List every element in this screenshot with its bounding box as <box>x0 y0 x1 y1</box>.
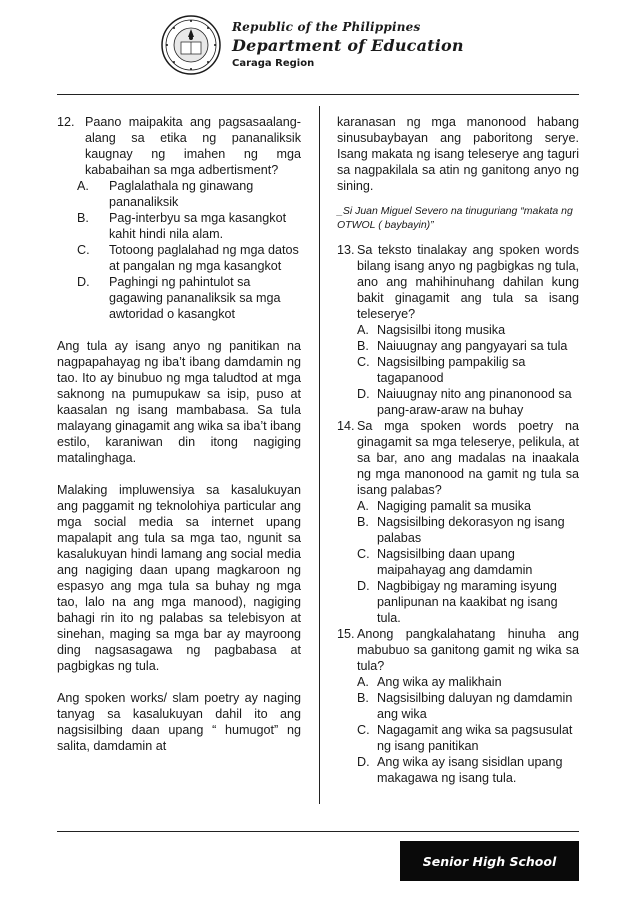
option-text: Paglalathala ng ginawang pananaliksik <box>109 179 254 209</box>
deped-seal-icon <box>161 15 221 75</box>
header-region: Caraga Region <box>232 58 315 69</box>
question-number: 15. <box>337 627 355 641</box>
option-a <box>357 322 579 338</box>
option-letter: B. <box>357 691 369 705</box>
option-c <box>77 242 301 274</box>
option-text: Nagsisilbing dekorasyon ng isang palabas <box>377 515 565 545</box>
option-letter: D. <box>357 579 370 593</box>
option-text: Nagbibigay ng maraming isyung panlipunan na kaakibat ng isang tula. <box>377 579 558 625</box>
option-text: Pag-interbyu sa mga kasangkot kahit hindi nila alam. <box>109 211 287 241</box>
question-text: Paano maipakita ang pagsasaalang-alang sa etika ng pananaliksik kaugnay ng imahen ng mga kababaihan sa mga adbertisment? <box>85 115 301 177</box>
column-divider <box>319 106 320 804</box>
option-d <box>77 274 301 322</box>
option-d <box>357 386 579 418</box>
question-number: 14. <box>337 419 355 433</box>
option-text: Ang wika ay isang sisidlan upang makagawa ng isang tula. <box>377 755 563 785</box>
option-letter: C. <box>357 723 370 737</box>
header-text <box>232 20 464 69</box>
option-text: Ang wika ay malikhain <box>377 675 502 689</box>
option-c <box>357 546 579 578</box>
page-header <box>0 0 638 92</box>
option-letter: A. <box>357 499 369 513</box>
option-text: Naiuugnay nito ang pinanonood sa pang-araw-araw na buhay <box>377 387 572 417</box>
footer-label: Senior High School <box>422 853 557 869</box>
question-text: Sa teksto tinalakay ang spoken words bilang isang anyo ng pagbigkas ng tula, ano ang mahihinuhang dahilan kung bakit ginagamit ang tula sa isang teleserye? <box>357 243 579 321</box>
option-b <box>77 210 301 242</box>
question-13 <box>337 242 579 322</box>
option-d <box>357 578 579 626</box>
option-letter: D. <box>357 387 370 401</box>
option-d <box>357 754 579 786</box>
option-text: Nagsisilbing pampakilig sa tagapanood <box>377 355 526 385</box>
question-14-options <box>357 498 579 626</box>
paragraph-impluwensiya: Malaking impluwensiya sa kasalukuyan ang paggamit ng teknolohiya particular ang mga social media sa internet upang mapalapit ang tula sa mga tao, ngunit sa kasalukuyan hindi lamang ang social media ang nagiging daan upang magkaroon ng espasyo ang mga tula sa buhay ng mga tao, lalo na ang mga manood), nagiging bahagi rin ito ng palabas sa telebisyon at sinehan, maging sa mga bar ay mayroong ding nagsasagawa ng pagbabasa at pagbigkas ng tula. <box>57 483 301 673</box>
paragraph-karanasan: karanasan ng mga manonood habang sinusubaybayan ang paboritong serye. Isang makata ng isang teleserye ang taguri sa nagpakilala sa atin ng ganitong anyo ng sining. <box>337 115 579 193</box>
option-letter: D. <box>357 755 370 769</box>
question-15 <box>337 626 579 674</box>
option-text: Naiuugnay ang pangyayari sa tula <box>377 339 568 353</box>
option-letter: A. <box>357 323 369 337</box>
option-c <box>357 354 579 386</box>
option-letter: A. <box>357 675 369 689</box>
footer-label-box <box>400 841 579 881</box>
option-b <box>357 514 579 546</box>
question-14 <box>337 418 579 498</box>
option-a <box>357 674 579 690</box>
left-column <box>57 114 301 754</box>
option-text: Nagsisilbi itong musika <box>377 323 506 337</box>
option-text: Nagsisilbing daluyan ng damdamin ang wika <box>377 691 573 721</box>
question-13-options <box>357 322 579 418</box>
option-letter: A. <box>77 179 89 193</box>
right-column <box>337 114 579 786</box>
option-letter: C. <box>357 355 370 369</box>
option-letter: C. <box>357 547 370 561</box>
option-letter: B. <box>77 211 89 225</box>
paragraph-tula: Ang tula ay isang anyo ng panitikan na nagpapahayag ng iba’t ibang damdamin ng tao. Ito ay binubuo ng mga taludtod at mga saknong na pumupukaw sa isip, puso at kaasalan ng isang mambabasa. Sa tula malayang ginagamit ang wika sa iba’t ibang estilo, karaniwan din itong nagiging matalinghaga. <box>57 339 301 465</box>
question-12-options <box>77 178 301 322</box>
option-a <box>357 498 579 514</box>
question-number: 12. <box>57 115 75 129</box>
option-text: Paghingi ng pahintulot sa gagawing pananaliksik sa mga awtoridad o kasangkot <box>109 275 281 321</box>
option-text: Nagiging pamalit sa musika <box>377 499 531 513</box>
question-12 <box>57 114 301 178</box>
option-text: Nagagamit ang wika sa pagsusulat ng isang panitikan <box>377 723 573 753</box>
header-divider <box>57 94 579 95</box>
option-b <box>357 338 579 354</box>
option-letter: B. <box>357 339 369 353</box>
option-letter: D. <box>77 275 90 289</box>
option-text: Totoong paglalahad ng mga datos at pangalan ng mga kasangkot <box>109 243 299 273</box>
paragraph-spoken-works: Ang spoken works/ slam poetry ay naging tanyag sa kasalukuyan dahil ito ang nagsisilbing daan upang “ humugot” ng salita, damdamin at <box>57 691 301 753</box>
attribution-caption: _Si Juan Miguel Severo na tinuguriang “makata ng OTWOL ( baybayin)” <box>337 205 573 231</box>
option-a <box>77 178 301 210</box>
question-15-options <box>357 674 579 786</box>
header-department: Department of Education <box>232 36 464 55</box>
header-republic: Republic of the Philippines <box>232 20 421 34</box>
footer-divider <box>57 831 579 832</box>
option-text: Nagsisilbing daan upang maipahayag ang damdamin <box>377 547 533 577</box>
option-letter: B. <box>357 515 369 529</box>
option-b <box>357 690 579 722</box>
question-number: 13. <box>337 243 355 257</box>
question-text: Anong pangkalahatang hinuha ang mabubuo sa ganitong gamit ng wika sa tula? <box>357 627 579 673</box>
question-text: Sa mga spoken words poetry na ginagamit sa mga teleserye, pelikula, at sa bar, ano ang madalas na inaakala ng mga manonood na gamit ng tula sa isang palabas? <box>357 419 579 497</box>
option-c <box>357 722 579 754</box>
option-letter: C. <box>77 243 90 257</box>
